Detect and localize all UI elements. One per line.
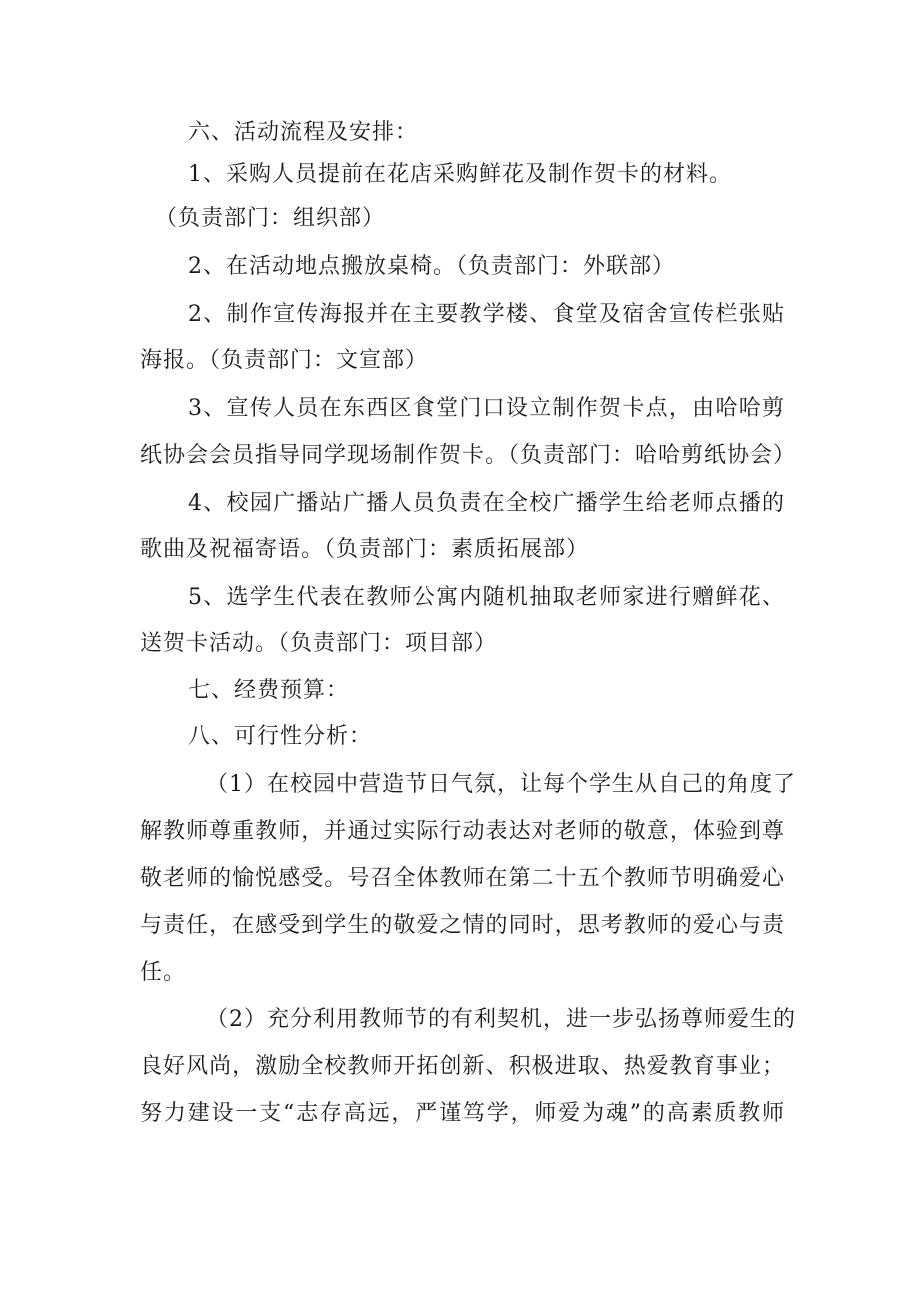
analysis-1-line-4: 与责任，在感受到学生的敬爱之情的同时，思考教师的爱心与责	[140, 913, 785, 938]
analysis-1-line-2: 解教师尊重教师，并通过实际行动表达对老师的敬意，体验到尊	[140, 819, 785, 844]
item-2a: 2、在活动地点搬放桌椅。（负责部门：外联部）	[188, 254, 675, 279]
item-4-line-2: 歌曲及祝福寄语。（负责部门：素质拓展部）	[140, 537, 590, 562]
item-1-line-1: 1、采购人员提前在花店采购鲜花及制作贺卡的材料。	[188, 162, 732, 187]
item-3-line-2: 纸协会会员指导同学现场制作贺卡。（负责部门：哈哈剪纸协会）	[140, 443, 797, 468]
analysis-2-line-2: 良好风尚，激励全校教师开拓创新、积极进取、热爱教育事业；	[140, 1054, 785, 1079]
item-4-line-1: 4、校园广播站广播人员负责在全校广播学生给老师点播的	[188, 491, 785, 516]
item-5-line-1: 5、选学生代表在教师公寓内随机抽取老师家进行赠鲜花、	[188, 585, 785, 610]
analysis-1-line-5: 任。	[140, 960, 187, 985]
section-heading-8: 八、可行性分析：	[188, 724, 373, 749]
item-2b-line-2: 海报。（负责部门：文宣部）	[140, 348, 429, 373]
analysis-2-line-1: （2）充分利用教师节的有利契机，进一步弘扬尊师爱生的	[206, 1007, 796, 1032]
analysis-1-line-3: 敬老师的愉悦感受。号召全体教师在第二十五个教师节明确爱心	[140, 866, 785, 891]
item-3-line-1: 3、宣传人员在东西区食堂门口设立制作贺卡点，由哈哈剪	[188, 396, 785, 421]
analysis-2-line-3: 努力建设一支“志存高远，严谨笃学，师爱为魂”的高素质教师	[140, 1101, 785, 1126]
item-5-line-2: 送贺卡活动。（负责部门：项目部）	[140, 631, 498, 656]
analysis-1-line-1: （1）在校园中营造节日气氛，让每个学生从自己的角度了	[206, 772, 796, 797]
section-heading-7: 七、经费预算：	[188, 678, 350, 703]
section-heading-6: 六、活动流程及安排：	[188, 120, 419, 145]
item-2b-line-1: 2、制作宣传海报并在主要教学楼、食堂及宿舍宣传栏张贴	[188, 302, 785, 327]
item-1-line-2: （负责部门：组织部）	[155, 206, 386, 231]
